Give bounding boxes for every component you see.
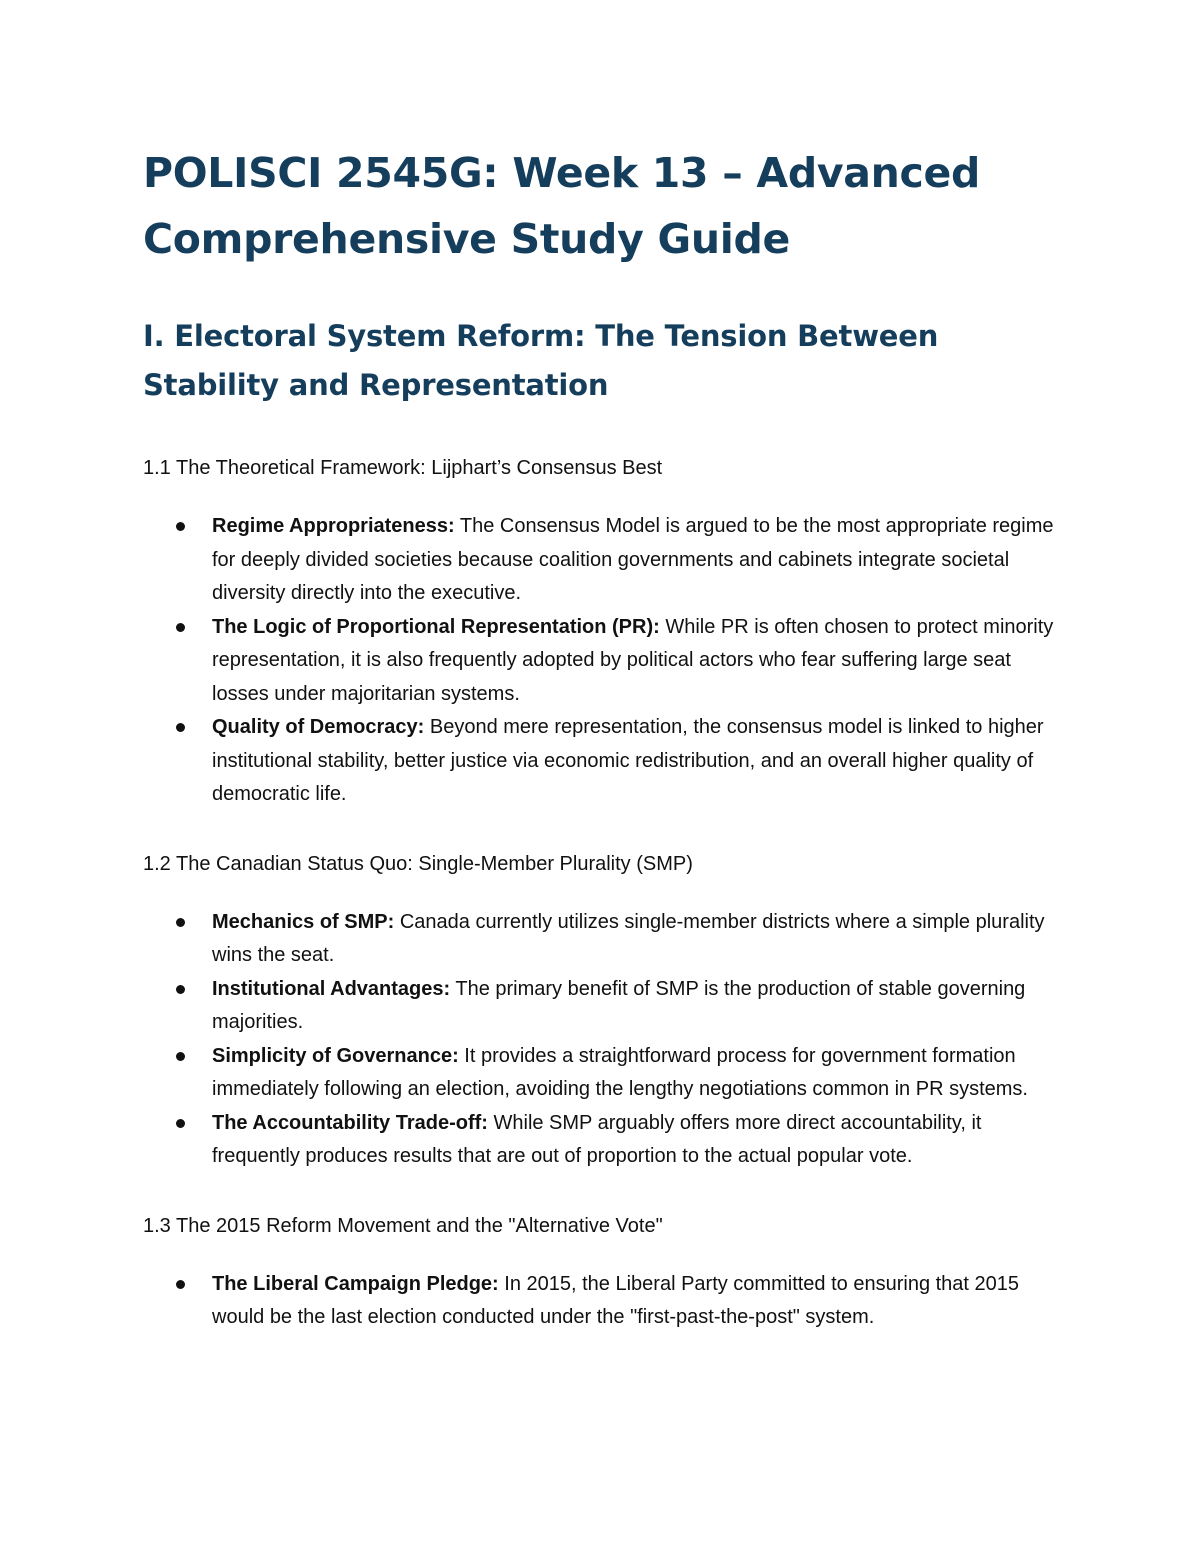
bullet-list-1-3 <box>143 1268 1063 1335</box>
bullet-icon <box>176 918 185 927</box>
list-item <box>212 1268 1063 1335</box>
list-item-term: The Logic of Proportional Representation (PR): <box>212 615 660 638</box>
document-title: POLISCI 2545G: Week 13 – Advanced Comprehensive Study Guide <box>143 149 981 263</box>
list-item-term: The Liberal Campaign Pledge: <box>212 1272 499 1295</box>
list-item <box>212 611 1063 712</box>
list-item-text: Canada currently utilizes single-member districts where a simple plurality wins the seat. <box>212 910 1045 966</box>
bullet-list-1-2 <box>143 906 1063 1174</box>
list-item <box>212 906 1063 973</box>
bullet-icon <box>176 1052 185 1061</box>
list-item-text: The primary benefit of SMP is the production of stable governing majorities. <box>212 977 1026 1033</box>
list-item-term: Simplicity of Governance: <box>212 1044 459 1067</box>
list-item-term: Institutional Advantages: <box>212 977 451 1000</box>
list-item-text: Beyond mere representation, the consensus model is linked to higher institutional stability, better justice via economic redistribution, and an overall higher quality of democratic life. <box>212 716 1044 805</box>
bullet-icon <box>176 1280 185 1289</box>
list-item <box>212 1107 1063 1174</box>
bullet-icon <box>176 1119 185 1128</box>
bullet-icon <box>176 522 185 531</box>
list-item-text: In 2015, the Liberal Party committed to ensuring that 2015 would be the last election conducted under the "first-past-the-post" system. <box>212 1272 1020 1328</box>
list-item <box>212 711 1063 812</box>
bullet-icon <box>176 723 185 732</box>
list-item-term: Regime Appropriateness: <box>212 515 455 537</box>
subsection-heading-1-2: 1.2 The Canadian Status Quo: Single-Member Plurality (SMP) <box>143 852 693 875</box>
bullet-icon <box>176 623 185 632</box>
list-item-term: The Accountability Trade-off: <box>212 1111 488 1134</box>
list-item-text: While PR is often chosen to protect minority representation, it is also frequently adopted by political actors who fear suffering large seat losses under majoritarian systems. <box>212 615 1054 705</box>
bullet-icon <box>176 985 185 994</box>
section-heading: I. Electoral System Reform: The Tension Between Stability and Representation <box>143 319 939 402</box>
list-item <box>212 973 1063 1040</box>
list-item-text: It provides a straightforward process for government formation immediately following an election, avoiding the lengthy negotiations common in PR systems. <box>212 1044 1028 1100</box>
list-item <box>212 1040 1063 1107</box>
document-page <box>143 140 1063 1335</box>
list-item-text: The Consensus Model is argued to be the most appropriate regime for deeply divided societies because coalition governments and cabinets integrate societal diversity directly into the executive. <box>212 515 1054 604</box>
list-item-term: Mechanics of SMP: <box>212 910 395 933</box>
list-item-term: Quality of Democracy: <box>212 716 425 738</box>
subsection-heading-1-1: 1.1 The Theoretical Framework: Lijphart’s Consensus Best <box>143 457 663 479</box>
subsection-heading-1-3: 1.3 The 2015 Reform Movement and the "Alternative Vote" <box>143 1214 663 1237</box>
bullet-list-1-1 <box>143 510 1063 812</box>
list-item <box>212 510 1063 611</box>
list-item-text: While SMP arguably offers more direct accountability, it frequently produces results that are out of proportion to the actual popular vote. <box>212 1111 982 1167</box>
